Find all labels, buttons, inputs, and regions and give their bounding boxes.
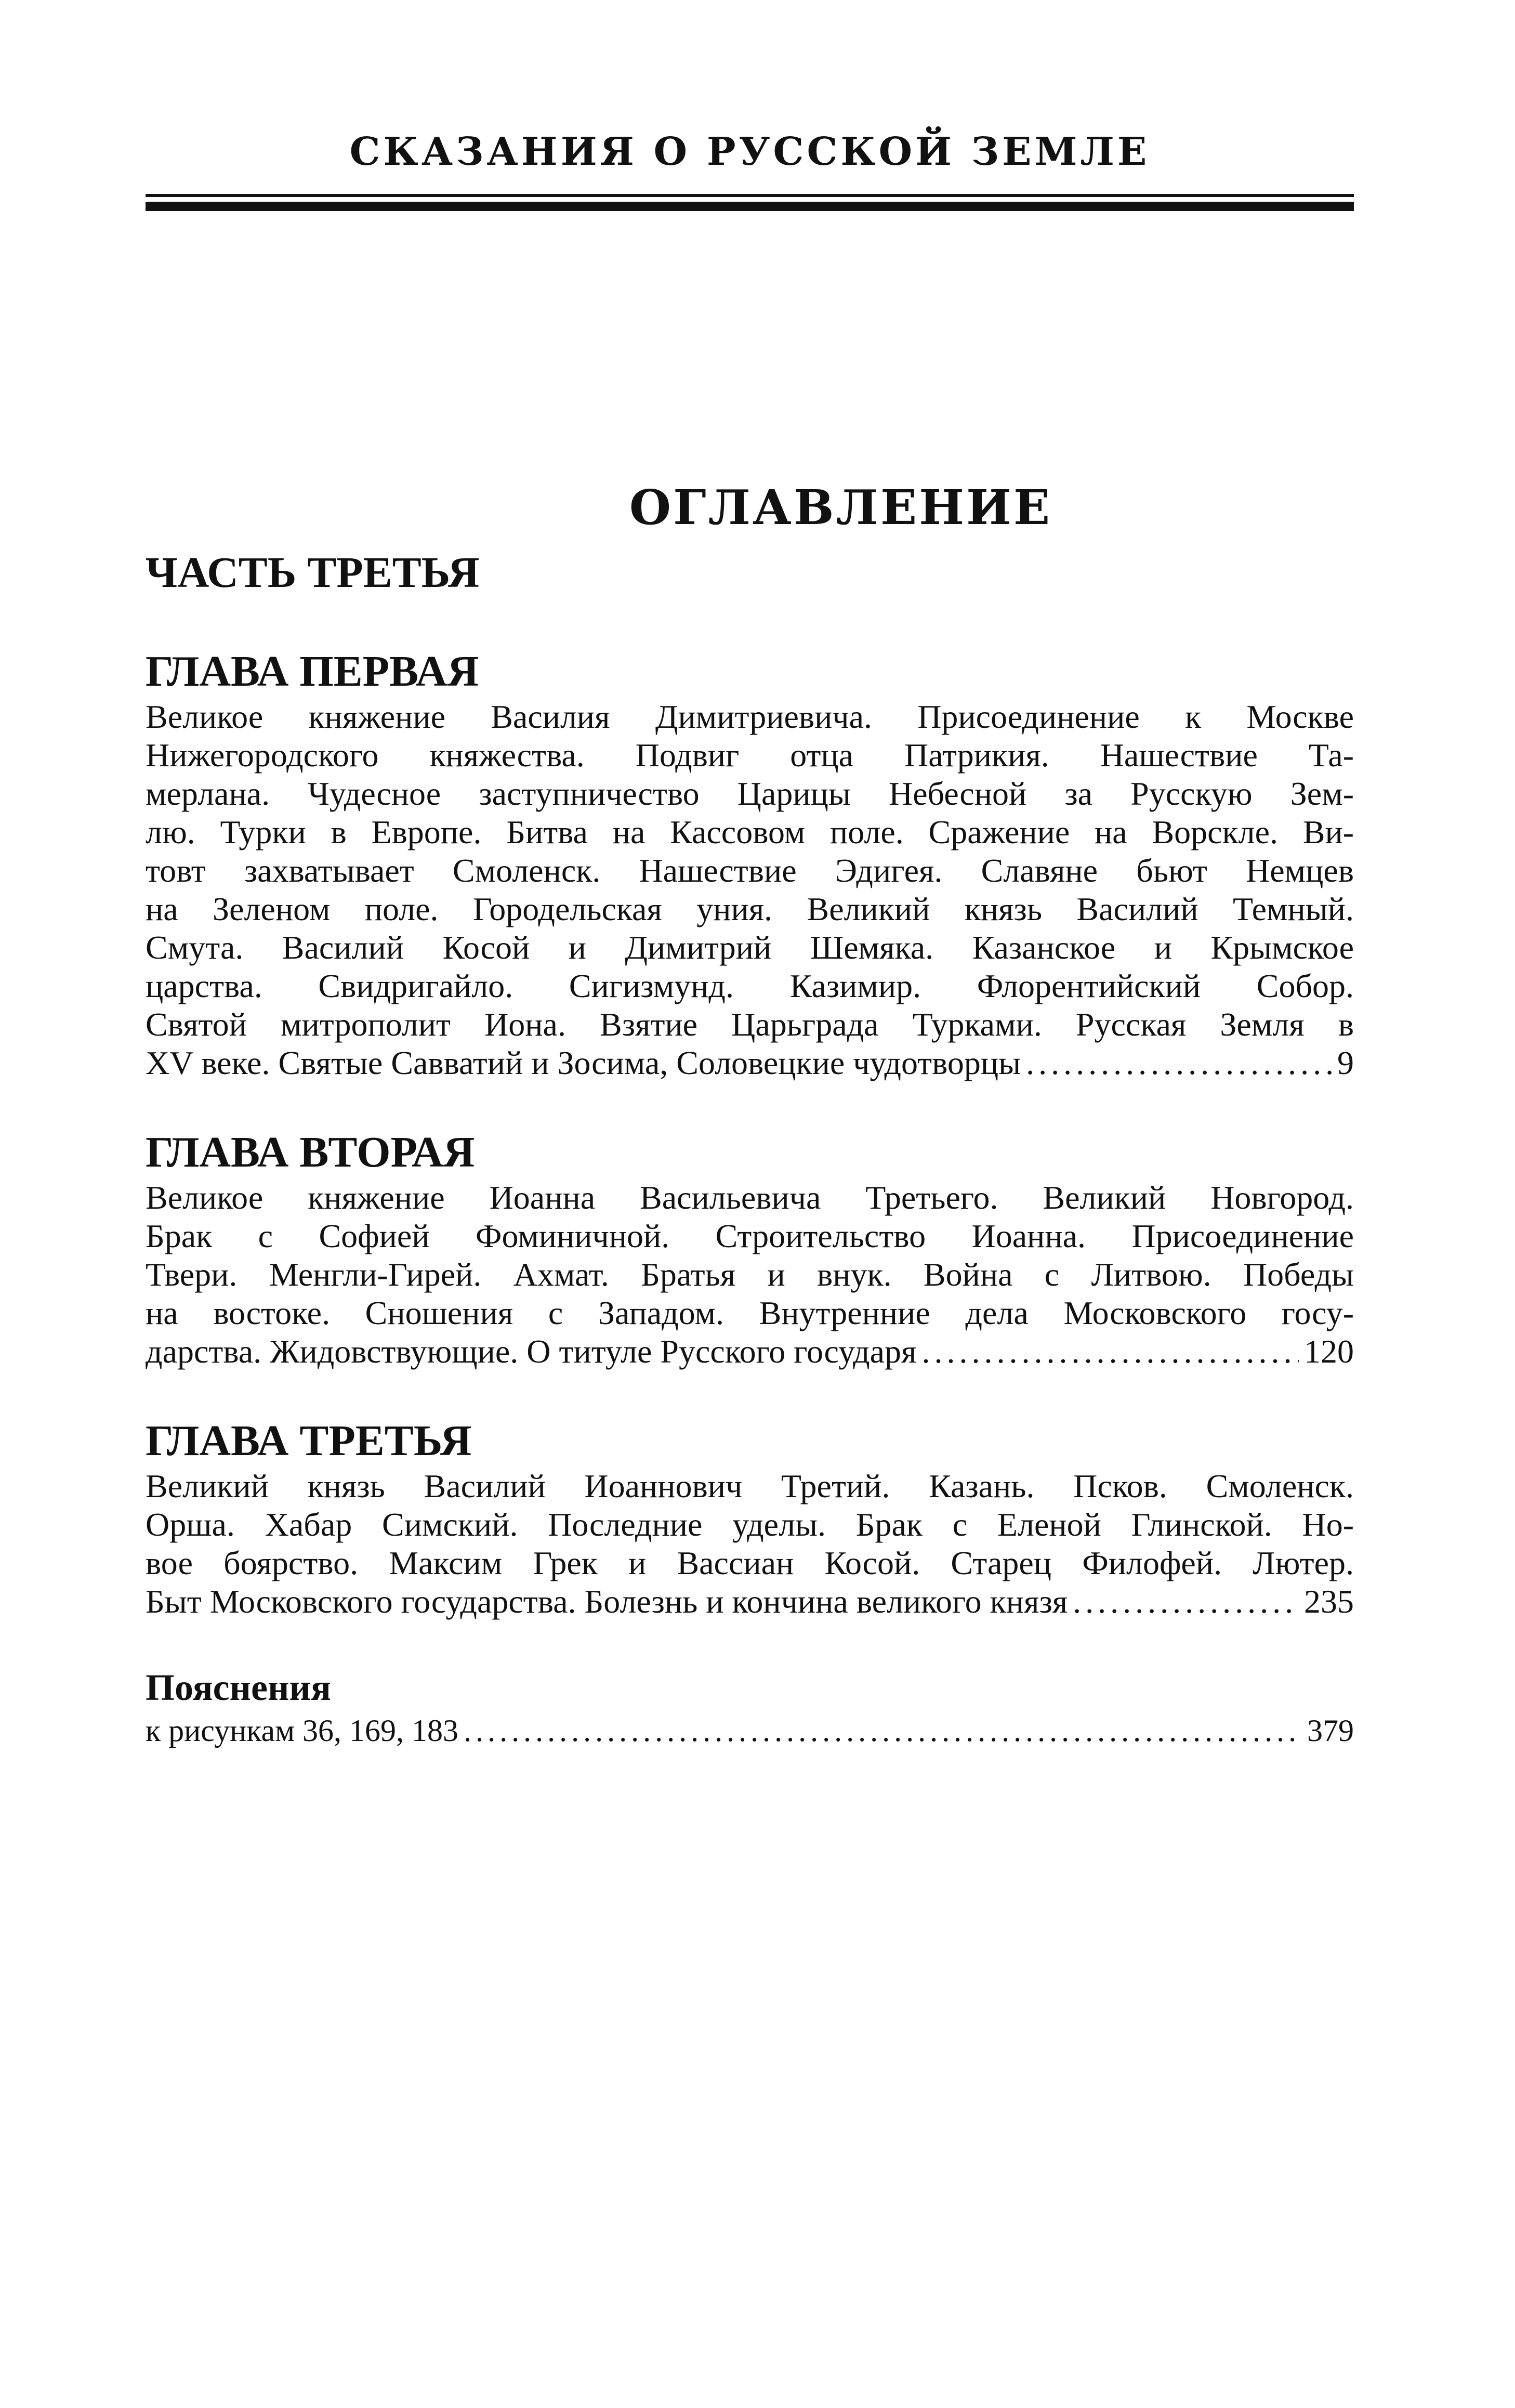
summary-line: Святой митрополит Иона. Взятие Царьграда Турками. Русская Земля в (146, 1006, 1354, 1043)
summary-line: на востоке. Сношения с Западом. Внутренние дела Московского госу- (146, 1294, 1354, 1331)
summary-line: Великое княжение Иоанна Васильевича Третьего. Великий Новгород. (146, 1179, 1354, 1216)
summary-line: царства. Свидригайло. Сигизмунд. Казимир. Флорентийский Собор. (146, 967, 1354, 1004)
dot-leader (464, 1711, 1302, 1750)
running-head: СКАЗАНИЯ О РУССКОЙ ЗЕМЛЕ (349, 129, 1150, 174)
chapter-3-heading: ГЛАВА ТРЕТЬЯ (146, 1417, 472, 1465)
summary-line: вое боярство. Максим Грек и Вассиан Косой. Старец Филофей. Лютер. (146, 1545, 1354, 1581)
notes-heading: Пояснения (146, 1667, 331, 1708)
toc-entry-leader (146, 1711, 1354, 1750)
summary-line: Нижегородского княжества. Подвиг отца Патрикия. Нашествие Та- (146, 737, 1354, 774)
summary-last-line: XV веке. Святые Савватий и Зосима, Соловецкие чудотворцы (146, 1044, 1021, 1081)
dot-leader (921, 1332, 1299, 1371)
chapter-2 (146, 1128, 1354, 1371)
notes-section (146, 1669, 1354, 1750)
summary-line: Смута. Василий Косой и Димитрий Шемяка. Казанское и Крымское (146, 929, 1354, 966)
chapter-1 (146, 647, 1354, 1082)
summary-line: Великий князь Василий Иоаннович Третий. Казань. Псков. Смоленск. (146, 1468, 1354, 1504)
chapter-1-heading: ГЛАВА ПЕРВАЯ (146, 647, 479, 696)
notes-entry (146, 1711, 1354, 1750)
summary-line: товт захватывает Смоленск. Нашествие Эдигея. Славяне бьют Немцев (146, 852, 1354, 889)
chapter-2-heading: ГЛАВА ВТОРАЯ (146, 1128, 475, 1176)
toc-entry-leader (146, 1332, 1354, 1371)
summary-line: Брак с Софией Фоминичной. Строительство Иоанна. Присоединение (146, 1218, 1354, 1254)
notes-text: к рисункам 36, 169, 183 (146, 1713, 459, 1748)
chapter-1-summary (146, 698, 1354, 1082)
chapter-3 (146, 1419, 1354, 1621)
summary-last-line: Быт Московского государства. Болезнь и кончина великого князя (146, 1583, 1068, 1620)
toc-entry-leader (146, 1582, 1354, 1621)
toc-title: ОГЛАВЛЕНИЕ (629, 479, 1052, 535)
chapter-2-summary (146, 1179, 1354, 1371)
toc-entry-leader (146, 1044, 1354, 1082)
page-number: 9 (1337, 1044, 1354, 1081)
page-number: 379 (1307, 1713, 1354, 1748)
header-rule-thick (146, 202, 1354, 211)
dot-leader (1026, 1044, 1332, 1082)
page-number: 235 (1304, 1583, 1354, 1620)
header-rule-thin (146, 194, 1354, 197)
summary-line: Орша. Хабар Симский. Последние уделы. Брак с Еленой Глинской. Но- (146, 1506, 1354, 1543)
part-title: ЧАСТЬ ТРЕТЬЯ (146, 548, 480, 597)
summary-last-line: дарства. Жидовствующие. О титуле Русского государя (146, 1333, 917, 1370)
summary-line: мерлана. Чудесное заступничество Царицы Небесной за Русскую Зем- (146, 775, 1354, 812)
chapter-3-summary (146, 1467, 1354, 1621)
summary-line: Твери. Менгли-Гирей. Ахмат. Братья и внук. Война с Литвою. Победы (146, 1256, 1354, 1293)
page-number: 120 (1304, 1333, 1354, 1370)
summary-line: Великое княжение Василия Димитриевича. Присоединение к Москве (146, 698, 1354, 735)
summary-line: лю. Турки в Европе. Битва на Кассовом поле. Сражение на Ворскле. Ви- (146, 814, 1354, 850)
dot-leader (1073, 1582, 1299, 1621)
summary-line: на Зеленом поле. Городельская уния. Великий князь Василий Темный. (146, 891, 1354, 927)
